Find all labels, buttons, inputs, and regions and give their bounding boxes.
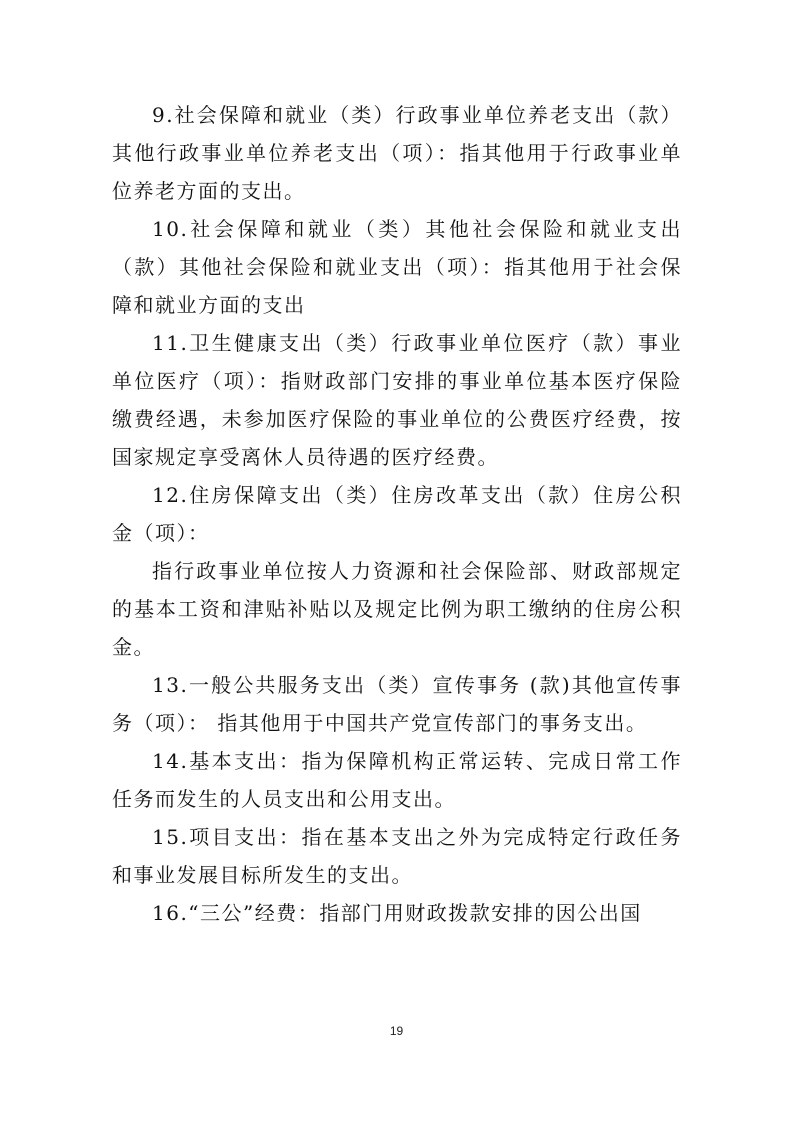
page-number: 19 bbox=[389, 1024, 404, 1038]
paragraph-item-9: 9.社会保障和就业（类）行政事业单位养老支出（款）其他行政事业单位养老支出（项）：指其他用于行政事业单位养老方面的支出。 bbox=[112, 103, 682, 203]
paragraph-item-10: 10.社会保障和就业（类）其他社会保险和就业支出（款）其他社会保险和就业支出（项）：指其他用于社会保障和就业方面的支出 bbox=[112, 217, 682, 317]
paragraph-item-12: 12.住房保障支出（类）住房改革支出（款）住房公积金（项）： bbox=[112, 483, 682, 545]
document-body bbox=[112, 96, 682, 932]
paragraph-item-15: 15.项目支出：指在基本支出之外为完成特定行政任务和事业发展目标所发生的支出。 bbox=[112, 825, 682, 887]
paragraph-item-14: 14.基本支出：指为保障机构正常运转、完成日常工作任务而发生的人员支出和公用支出。 bbox=[112, 749, 682, 811]
paragraph-item-16: 16.“三公”经费：指部门用财政拨款安排的因公出国 bbox=[152, 901, 642, 925]
paragraph-item-12-detail: 指行政事业单位按人力资源和社会保险部、财政部规定的基本工资和津贴补贴以及规定比例为职工缴纳的住房公积金。 bbox=[112, 559, 682, 659]
paragraph-item-11: 11.卫生健康支出（类）行政事业单位医疗（款）事业单位医疗（项）：指财政部门安排的事业单位基本医疗保险缴费经遇，未参加医疗保险的事业单位的公费医疗经费，按国家规定享受离休人员待遇的医疗经费。 bbox=[112, 331, 682, 469]
paragraph-item-13: 13.一般公共服务支出（类）宣传事务 (款)其他宣传事务（项）： 指其他用于中国共产党宣传部门的事务支出。 bbox=[112, 673, 682, 735]
